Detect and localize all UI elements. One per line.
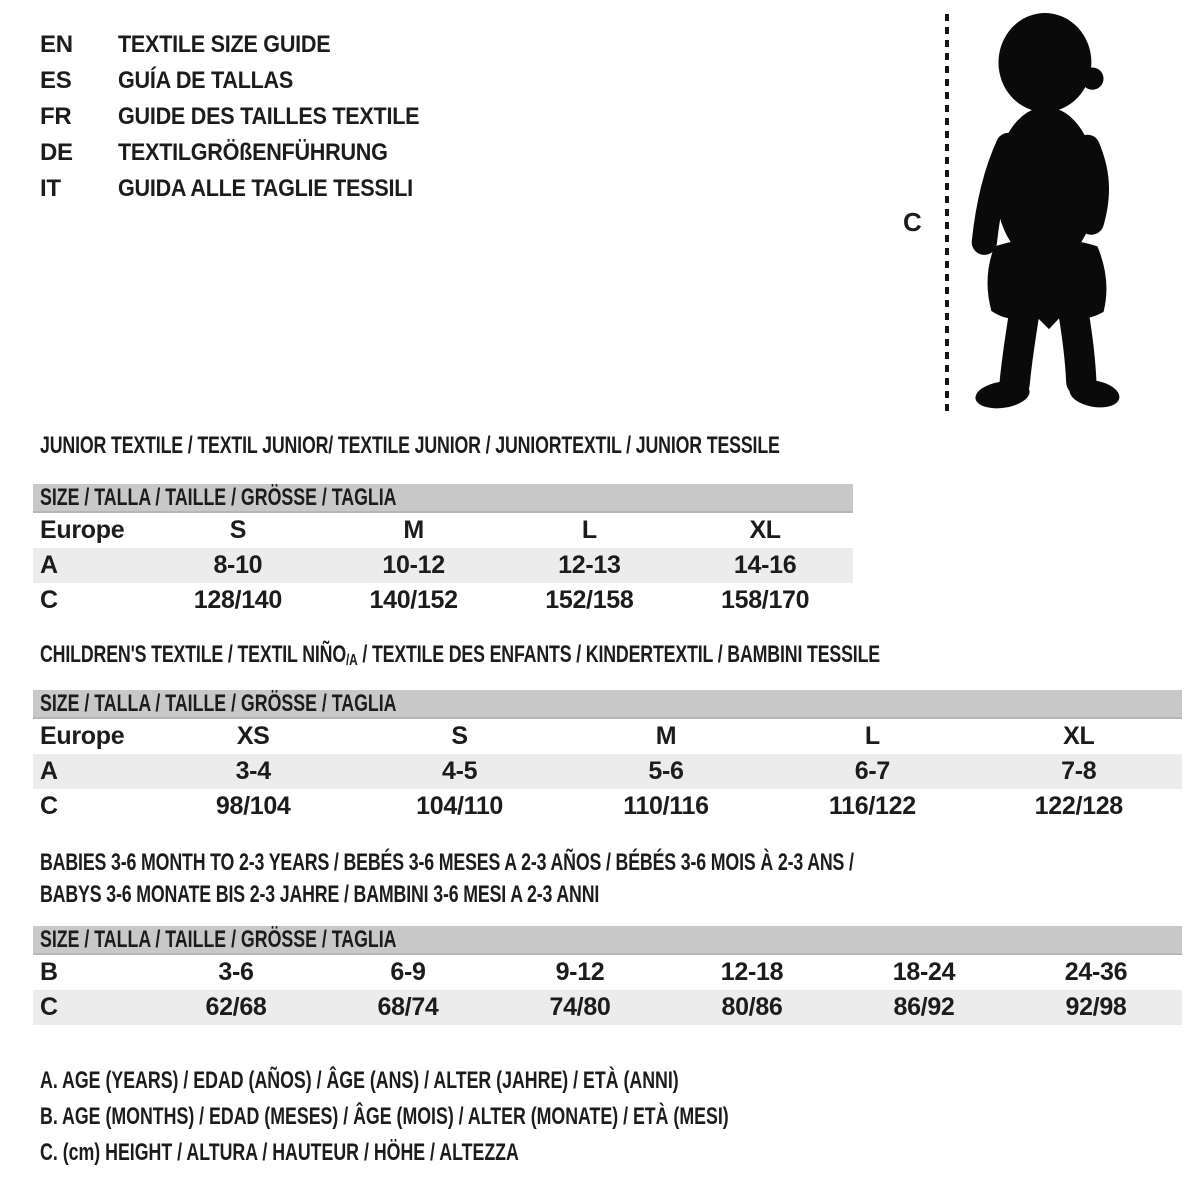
size-header-bar: SIZE / TALLA / TAILLE / GRÖSSE / TAGLIA <box>33 690 1182 719</box>
size-cell: 80/86 <box>666 990 838 1025</box>
children-size-table <box>33 690 1182 824</box>
row-label: A <box>33 754 150 789</box>
size-cell: M <box>403 516 424 544</box>
size-cell: 62/68 <box>150 990 322 1025</box>
size-cell: 3-6 <box>218 958 254 986</box>
size-cell: 158/170 <box>720 586 810 614</box>
measurement-legend <box>40 1063 971 1171</box>
size-cell: 92/98 <box>1010 990 1182 1025</box>
language-row <box>40 99 453 135</box>
size-cell: 14-16 <box>677 548 853 583</box>
language-row <box>40 27 453 63</box>
table-row <box>33 548 853 583</box>
language-row <box>40 171 453 207</box>
table-row <box>33 990 1182 1025</box>
size-cell: 12-13 <box>502 548 678 583</box>
language-code: EN <box>40 31 73 58</box>
junior-size-table <box>33 484 853 618</box>
size-cell: 140/152 <box>369 586 458 614</box>
size-cell: 110/116 <box>623 792 709 820</box>
size-cell: S <box>451 722 468 750</box>
legend-line-c: C. (cm) HEIGHT / ALTURA / HAUTEUR / HÖHE / ALTEZZA <box>40 1139 519 1166</box>
babies-section-title: BABIES 3-6 MONTH TO 2-3 YEARS / BEBÉS 3-6 MESES A 2-3 AÑOS / BÉBÉS 3-6 MOIS À 2-3 ANS / BABYS 3-6 MONATE BIS 2-3 JAHRE / BAMBINI 3-6 MESI A 2-3 ANNI <box>40 849 854 908</box>
babies-size-table <box>33 926 1182 1025</box>
language-title-list <box>40 27 453 207</box>
size-cell: 10-12 <box>326 548 502 583</box>
row-label: Europe <box>40 516 125 544</box>
guide-title-de: TEXTILGRÖßENFÜHRUNG <box>118 139 388 166</box>
size-cell: 104/110 <box>416 792 504 820</box>
row-label: A <box>33 548 150 583</box>
size-cell: 68/74 <box>322 990 494 1025</box>
size-cell: 12-18 <box>720 958 784 986</box>
size-cell: L <box>581 516 597 544</box>
size-header-bar: SIZE / TALLA / TAILLE / GRÖSSE / TAGLIA <box>33 926 1182 955</box>
size-cell: XL <box>1063 722 1095 750</box>
size-cell: S <box>229 516 247 544</box>
size-cell: 122/128 <box>1034 792 1123 820</box>
size-cell: 5-6 <box>563 754 769 789</box>
size-cell: 7-8 <box>976 754 1182 789</box>
size-cell: 152/158 <box>545 586 634 614</box>
height-dashed-line <box>944 14 950 417</box>
size-cell: L <box>864 722 880 750</box>
size-cell: M <box>655 722 677 750</box>
size-cell: 86/92 <box>838 990 1010 1025</box>
size-cell: 8-10 <box>150 548 326 583</box>
size-cell: 128/140 <box>193 586 283 614</box>
height-measure-label: C <box>903 207 922 237</box>
guide-title-en: TEXTILE SIZE GUIDE <box>118 31 331 58</box>
size-cell: 18-24 <box>892 958 956 986</box>
size-header-bar: SIZE / TALLA / TAILLE / GRÖSSE / TAGLIA <box>33 484 853 513</box>
guide-title-fr: GUIDE DES TAILLES TEXTILE <box>118 103 420 130</box>
size-cell: 6-9 <box>390 958 426 986</box>
table-row <box>33 513 853 548</box>
size-cell: XS <box>236 722 270 750</box>
size-cell: 3-4 <box>150 754 356 789</box>
size-cell: 98/104 <box>215 792 291 820</box>
language-code: FR <box>40 103 72 130</box>
language-row <box>40 63 453 99</box>
toddler-silhouette-icon <box>958 12 1144 416</box>
size-cell: 9-12 <box>555 958 605 986</box>
legend-line-a: A. AGE (YEARS) / EDAD (AÑOS) / ÂGE (ANS) / ALTER (JAHRE) / ETÀ (ANNI) <box>40 1067 679 1094</box>
size-cell: 116/122 <box>828 792 916 820</box>
size-cell: 6-7 <box>769 754 975 789</box>
row-label: B <box>40 958 58 986</box>
legend-line-b: B. AGE (MONTHS) / EDAD (MESES) / ÂGE (MOIS) / ALTER (MONATE) / ETÀ (MESI) <box>40 1103 729 1130</box>
size-cell: 74/80 <box>494 990 666 1025</box>
junior-section-title: JUNIOR TEXTILE / TEXTIL JUNIOR/ TEXTILE JUNIOR / JUNIORTEXTIL / JUNIOR TESSILE <box>40 432 780 459</box>
size-cell: 4-5 <box>356 754 562 789</box>
guide-title-es: GUÍA DE TALLAS <box>118 67 294 94</box>
nino-a-subscript: /A <box>346 652 358 669</box>
children-section-title: CHILDREN'S TEXTILE / TEXTIL NIÑO/A / TEXTILE DES ENFANTS / KINDERTEXTIL / BAMBINI TESSILE <box>40 641 881 669</box>
language-code: IT <box>40 175 61 202</box>
size-cell: 24-36 <box>1064 958 1128 986</box>
table-row <box>33 955 1182 990</box>
table-row <box>33 719 1182 754</box>
table-row <box>33 754 1182 789</box>
language-row <box>40 135 453 171</box>
language-code: ES <box>40 67 72 94</box>
row-label: C <box>33 990 150 1025</box>
row-label: C <box>40 792 58 820</box>
size-cell: XL <box>749 516 781 544</box>
language-code: DE <box>40 139 73 166</box>
table-row <box>33 789 1182 824</box>
table-row <box>33 583 853 618</box>
guide-title-it: GUIDA ALLE TAGLIE TESSILI <box>118 175 413 202</box>
row-label: C <box>40 586 58 614</box>
row-label: Europe <box>40 722 125 750</box>
